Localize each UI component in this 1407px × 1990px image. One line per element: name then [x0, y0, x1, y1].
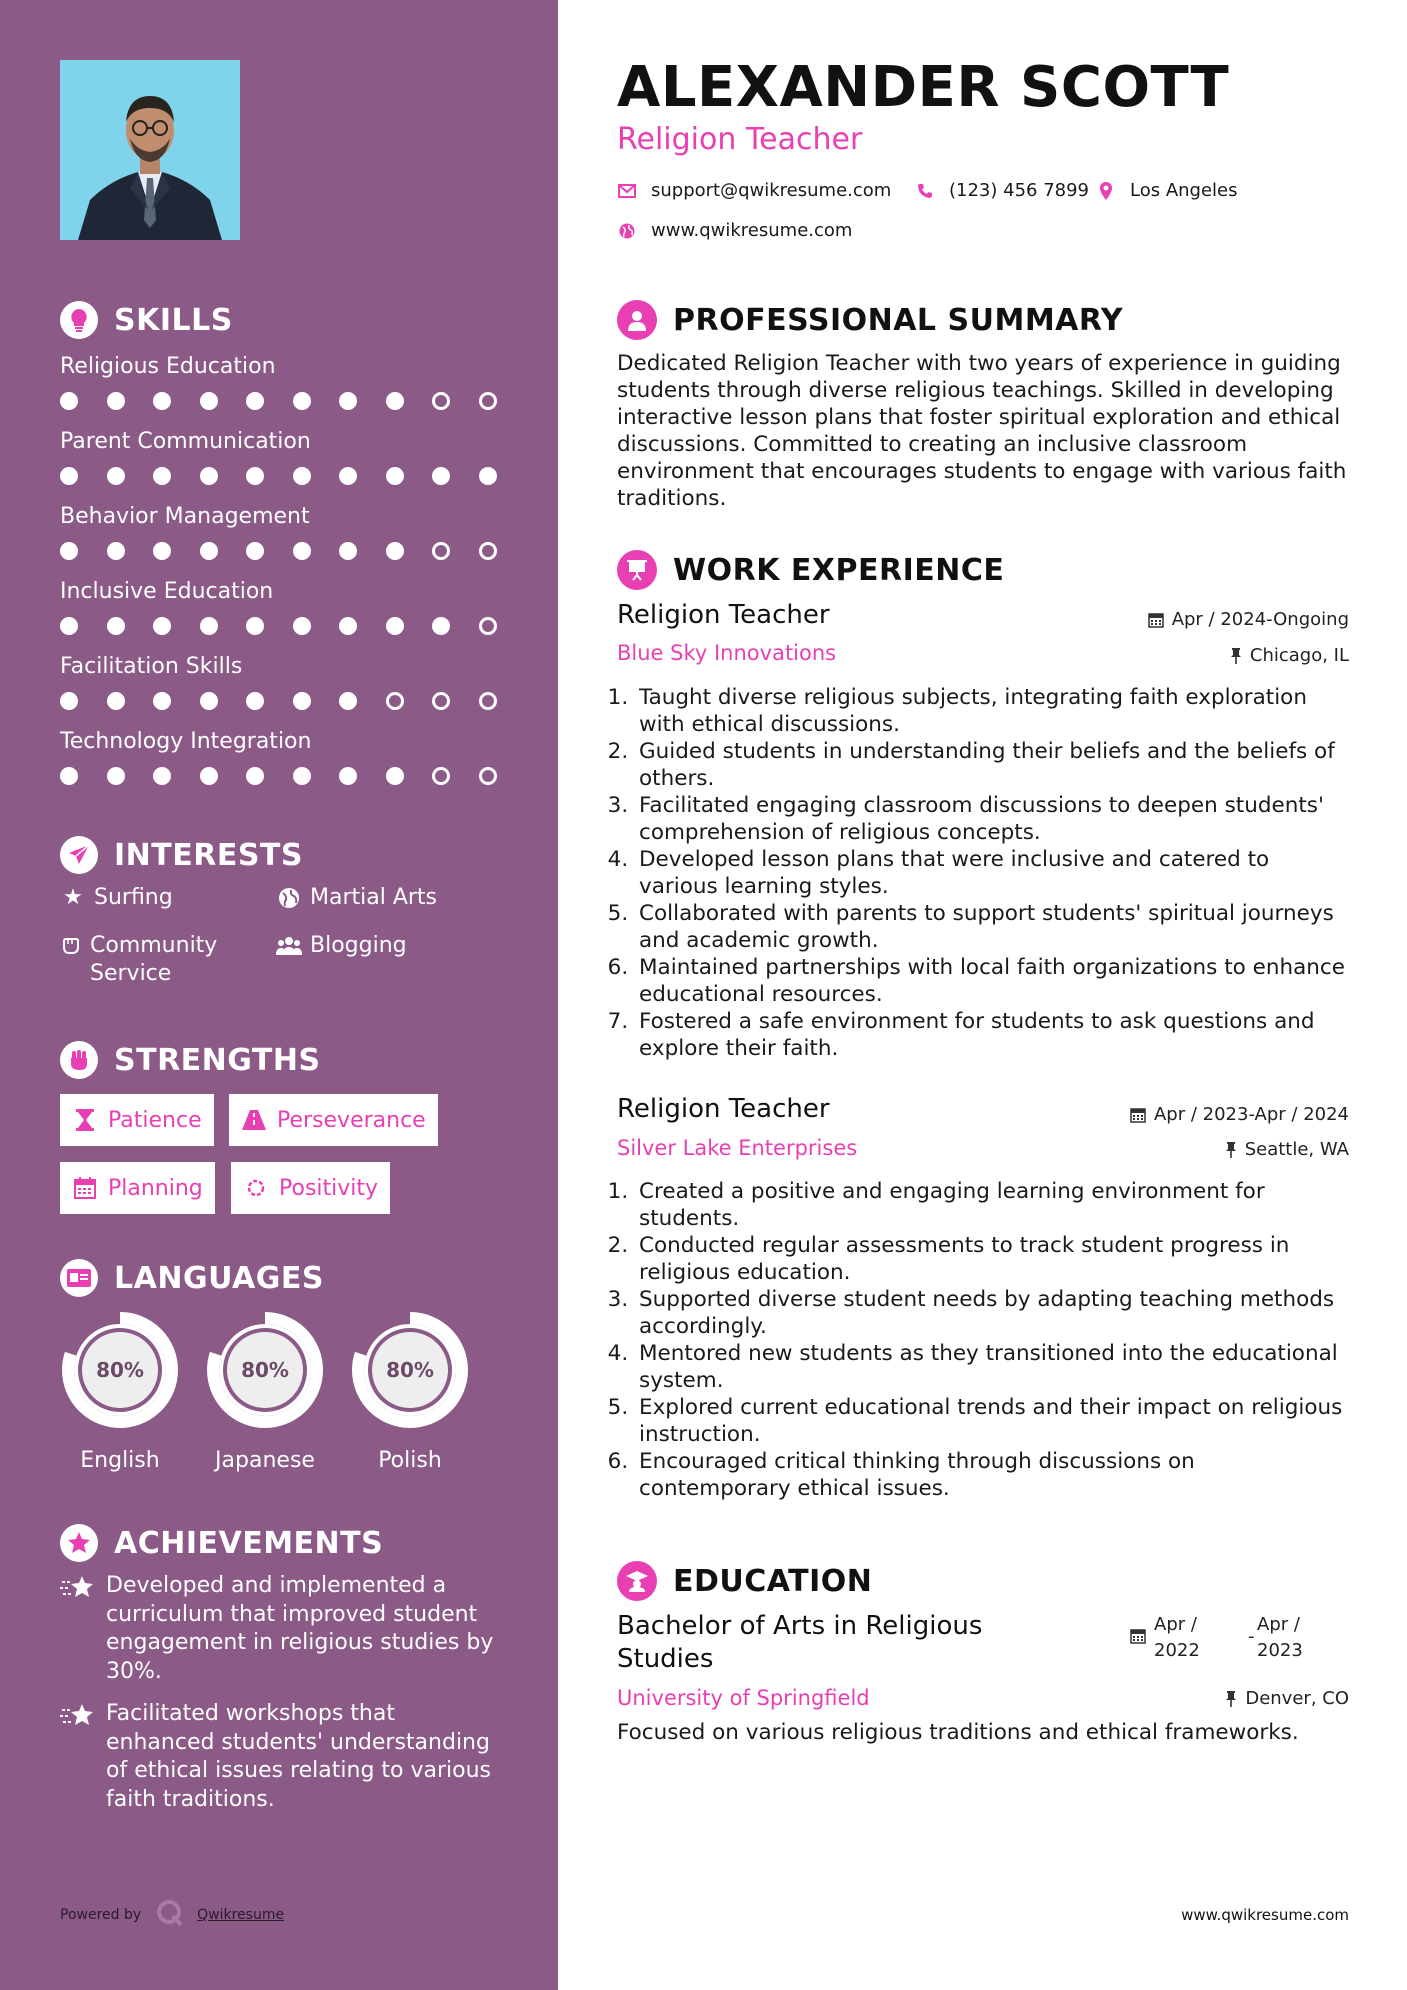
- job-bullet: 5. Collaborated with parents to support students' spiritual journeys and academic growth.: [635, 900, 1352, 954]
- strength-chip: Planning: [60, 1162, 215, 1214]
- education-end-date: Apr / 2023: [1257, 1614, 1303, 1661]
- job-bullet: 2. Conducted regular assessments to track student progress in religious education.: [635, 1232, 1352, 1286]
- rating-dot-filled: [386, 542, 404, 560]
- interest-item: Martial Arts: [276, 884, 437, 917]
- rating-dot-filled: [293, 467, 311, 485]
- rating-dot-filled: [200, 617, 218, 635]
- rating-dot-filled: [200, 467, 218, 485]
- job-bullet: 2. Guided students in understanding their beliefs and the beliefs of others.: [635, 738, 1352, 792]
- achievement-item: Developed and implemented a curriculum that improved student engagement in religious studies by 30%.: [60, 1572, 500, 1686]
- rating-dot-filled: [153, 542, 171, 560]
- shooting-star-icon: [60, 1574, 96, 1686]
- star-icon: ★: [63, 885, 83, 910]
- job-dates: Apr / 2024-Ongoing: [1148, 609, 1349, 630]
- skill-label: Behavior Management: [60, 504, 310, 529]
- rating-dot-filled: [153, 392, 171, 410]
- contact-location: Los Angeles: [1096, 180, 1238, 201]
- rating-dot-filled: [293, 692, 311, 710]
- company-name: Blue Sky Innovations: [617, 641, 837, 665]
- job-bullet: 6. Maintained partnerships with local faith organizations to enhance educational resources.: [635, 954, 1352, 1008]
- job-title: Religion Teacher: [617, 600, 830, 630]
- profile-photo: [60, 60, 240, 240]
- education-description: Focused on various religious traditions and ethical frameworks.: [617, 1720, 1299, 1745]
- pushpin-icon: [1225, 1691, 1237, 1707]
- interest-item: Community Service: [60, 932, 260, 988]
- education-heading: EDUCATION: [617, 1561, 872, 1601]
- language-percent: 80%: [96, 1358, 144, 1382]
- job-dates: Apr / 2023-Apr / 2024: [1130, 1104, 1349, 1125]
- job-bullet: 4. Developed lesson plans that were inclusive and catered to various learning styles.: [635, 846, 1352, 900]
- rating-dot-filled: [246, 692, 264, 710]
- map-pin-icon: [1096, 182, 1116, 200]
- rating-dot-empty: [432, 542, 450, 560]
- qwikresume-logo-icon: [155, 1898, 185, 1932]
- rating-dot-filled: [60, 692, 78, 710]
- rating-dot-filled: [246, 767, 264, 785]
- rating-dot-empty: [479, 617, 497, 635]
- language-item: [60, 1310, 180, 1473]
- contact-website[interactable]: www.qwikresume.com: [617, 220, 852, 241]
- job-bullet: 1. Taught diverse religious subjects, integrating faith exploration with ethical discussions.: [635, 684, 1352, 738]
- globe-icon: [276, 884, 302, 917]
- skill-rating: [60, 467, 500, 485]
- rating-dot-filled: [339, 692, 357, 710]
- rating-dot-filled: [246, 467, 264, 485]
- rating-dot-filled: [339, 767, 357, 785]
- language-progress-ring: [60, 1310, 180, 1430]
- interests-heading: INTERESTS: [60, 836, 303, 874]
- rating-dot-filled: [386, 767, 404, 785]
- rating-dot-empty: [479, 392, 497, 410]
- rating-dot-filled: [200, 542, 218, 560]
- presentation-icon: [617, 550, 657, 590]
- rating-dot-filled: [107, 692, 125, 710]
- language-progress-ring: [205, 1310, 325, 1430]
- rating-dot-filled: [246, 542, 264, 560]
- job-title: Religion Teacher: [617, 1094, 830, 1124]
- skill-item: [60, 352, 500, 410]
- strength-chip: Perseverance: [229, 1094, 438, 1146]
- skills-heading: SKILLS: [60, 301, 233, 339]
- language-name: Polish: [378, 1448, 442, 1473]
- rating-dot-filled: [293, 392, 311, 410]
- rating-dot-filled: [107, 767, 125, 785]
- skill-label: Facilitation Skills: [60, 654, 243, 679]
- rating-dot-filled: [386, 392, 404, 410]
- achievements-heading: ACHIEVEMENTS: [60, 1524, 383, 1562]
- hourglass-icon: [72, 1109, 98, 1131]
- skill-rating: [60, 392, 500, 410]
- rating-dot-filled: [339, 617, 357, 635]
- rating-dot-filled: [386, 617, 404, 635]
- paper-plane-icon: [60, 836, 98, 874]
- rating-dot-filled: [432, 467, 450, 485]
- skill-label: Technology Integration: [60, 729, 312, 754]
- rating-dot-filled: [246, 617, 264, 635]
- language-item: [350, 1310, 470, 1473]
- rating-dot-filled: [60, 542, 78, 560]
- job-bullet: 6. Encouraged critical thinking through discussions on contemporary ethical issues.: [635, 1448, 1352, 1502]
- strength-chip: Positivity: [231, 1162, 390, 1214]
- language-item: [205, 1310, 325, 1473]
- summary-heading: PROFESSIONAL SUMMARY: [617, 300, 1123, 340]
- qwikresume-link[interactable]: Qwikresume: [197, 1907, 285, 1923]
- job-bullet: 4. Mentored new students as they transitioned into the educational system.: [635, 1340, 1352, 1394]
- star-badge-icon: [60, 1524, 98, 1562]
- rating-dot-filled: [107, 467, 125, 485]
- rating-dot-filled: [200, 392, 218, 410]
- interest-item: ★ Surfing: [60, 884, 173, 912]
- skill-item: [60, 727, 500, 785]
- rating-dot-filled: [293, 542, 311, 560]
- strengths-heading: STRENGTHS: [60, 1041, 321, 1079]
- language-name: English: [80, 1448, 160, 1473]
- globe-icon: [617, 223, 637, 239]
- job-bullet: 3. Supported diverse student needs by adapting teaching methods accordingly.: [635, 1286, 1352, 1340]
- rating-dot-empty: [432, 692, 450, 710]
- skill-rating: [60, 542, 500, 560]
- rating-dot-filled: [200, 767, 218, 785]
- powered-by: Powered by Qwikresume: [60, 1898, 284, 1932]
- pushpin-icon: [1225, 1142, 1237, 1158]
- pushpin-icon: [1230, 648, 1242, 664]
- job-bullets: [617, 1178, 1352, 1502]
- candidate-name: ALEXANDER SCOTT: [617, 55, 1230, 120]
- rating-dot-filled: [107, 392, 125, 410]
- rating-dot-filled: [479, 467, 497, 485]
- rating-dot-filled: [339, 542, 357, 560]
- contact-email[interactable]: support@qwikresume.com: [617, 180, 891, 201]
- rating-dot-filled: [60, 767, 78, 785]
- education-location: Denver, CO: [1225, 1688, 1349, 1709]
- footer-url[interactable]: www.qwikresume.com: [1181, 1906, 1349, 1924]
- rating-dot-filled: [432, 617, 450, 635]
- contact-phone[interactable]: (123) 456 7899: [915, 180, 1089, 201]
- skill-item: [60, 427, 500, 485]
- rating-dot-empty: [479, 767, 497, 785]
- job-bullet: 5. Explored current educational trends and their impact on religious instruction.: [635, 1394, 1352, 1448]
- rating-dot-empty: [432, 392, 450, 410]
- rating-dot-filled: [246, 392, 264, 410]
- rating-dot-filled: [60, 392, 78, 410]
- rating-dot-filled: [153, 617, 171, 635]
- rating-dot-filled: [293, 767, 311, 785]
- language-name: Japanese: [215, 1448, 315, 1473]
- rating-dot-filled: [107, 542, 125, 560]
- rating-dot-filled: [200, 692, 218, 710]
- shooting-star-icon: [60, 1702, 96, 1814]
- road-icon: [241, 1110, 267, 1130]
- language-progress-ring: [350, 1310, 470, 1430]
- job-bullet: 7. Fostered a safe environment for students to ask questions and explore their faith.: [635, 1008, 1352, 1062]
- skill-rating: [60, 617, 500, 635]
- sun-icon: [243, 1177, 269, 1199]
- phone-icon: [915, 183, 935, 199]
- job-bullets: [617, 684, 1352, 1062]
- rating-dot-empty: [432, 767, 450, 785]
- id-card-icon: [60, 1259, 98, 1297]
- calendar-icon: [1130, 1107, 1146, 1123]
- graduate-icon: [617, 1561, 657, 1601]
- calendar-icon: [72, 1177, 98, 1199]
- skill-label: Inclusive Education: [60, 579, 274, 604]
- fist-icon: [60, 1041, 98, 1079]
- rating-dot-filled: [386, 467, 404, 485]
- skill-label: Parent Communication: [60, 429, 311, 454]
- hand-icon: [60, 932, 82, 965]
- interest-item: Blogging: [276, 932, 407, 965]
- rating-dot-filled: [153, 467, 171, 485]
- rating-dot-filled: [339, 467, 357, 485]
- group-icon: [276, 932, 302, 965]
- rating-dot-filled: [293, 617, 311, 635]
- skill-item: [60, 502, 500, 560]
- envelope-icon: [617, 184, 637, 198]
- sidebar: [0, 0, 558, 1990]
- skill-rating: [60, 767, 500, 785]
- calendar-icon: [1148, 612, 1164, 628]
- job-bullet: 3. Facilitated engaging classroom discussions to deepen students' comprehension of religious concepts.: [635, 792, 1352, 846]
- user-icon: [617, 300, 657, 340]
- language-percent: 80%: [241, 1358, 289, 1382]
- rating-dot-filled: [339, 392, 357, 410]
- education-school: University of Springfield: [617, 1686, 870, 1710]
- candidate-title: Religion Teacher: [617, 122, 863, 157]
- calendar-icon: [1130, 1626, 1146, 1664]
- education-start-date: Apr / 2022: [1130, 1612, 1200, 1664]
- job-bullet: 1. Created a positive and engaging learning environment for students.: [635, 1178, 1352, 1232]
- skill-item: [60, 577, 500, 635]
- rating-dot-filled: [60, 467, 78, 485]
- strength-chip: Patience: [60, 1094, 214, 1146]
- summary-text: Dedicated Religion Teacher with two years of experience in guiding students through diverse religious teachings. Skilled in developing interactive lesson plans that foster spiritual exploration and ethical discussions. Committed to creating an inclusive classroom environment that encourages students to engage with various faith traditions.: [617, 351, 1347, 511]
- rating-dot-empty: [479, 692, 497, 710]
- rating-dot-filled: [60, 617, 78, 635]
- experience-heading: WORK EXPERIENCE: [617, 550, 1004, 590]
- rating-dot-filled: [153, 767, 171, 785]
- languages-heading: LANGUAGES: [60, 1259, 324, 1297]
- education-degree: Bachelor of Arts in Religious Studies: [617, 1611, 983, 1674]
- rating-dot-filled: [153, 692, 171, 710]
- job-location: Seattle, WA: [1225, 1139, 1349, 1160]
- language-percent: 80%: [386, 1358, 434, 1382]
- achievement-item: Facilitated workshops that enhanced students' understanding of ethical issues relating to various faith traditions.: [60, 1700, 500, 1814]
- skill-rating: [60, 692, 500, 710]
- education-date-separator: -: [1248, 1626, 1255, 1647]
- job-location: Chicago, IL: [1230, 645, 1349, 666]
- rating-dot-empty: [479, 542, 497, 560]
- skill-item: [60, 652, 500, 710]
- rating-dot-filled: [107, 617, 125, 635]
- skill-label: Religious Education: [60, 354, 276, 379]
- lightbulb-icon: [60, 301, 98, 339]
- rating-dot-empty: [386, 692, 404, 710]
- company-name: Silver Lake Enterprises: [617, 1136, 858, 1160]
